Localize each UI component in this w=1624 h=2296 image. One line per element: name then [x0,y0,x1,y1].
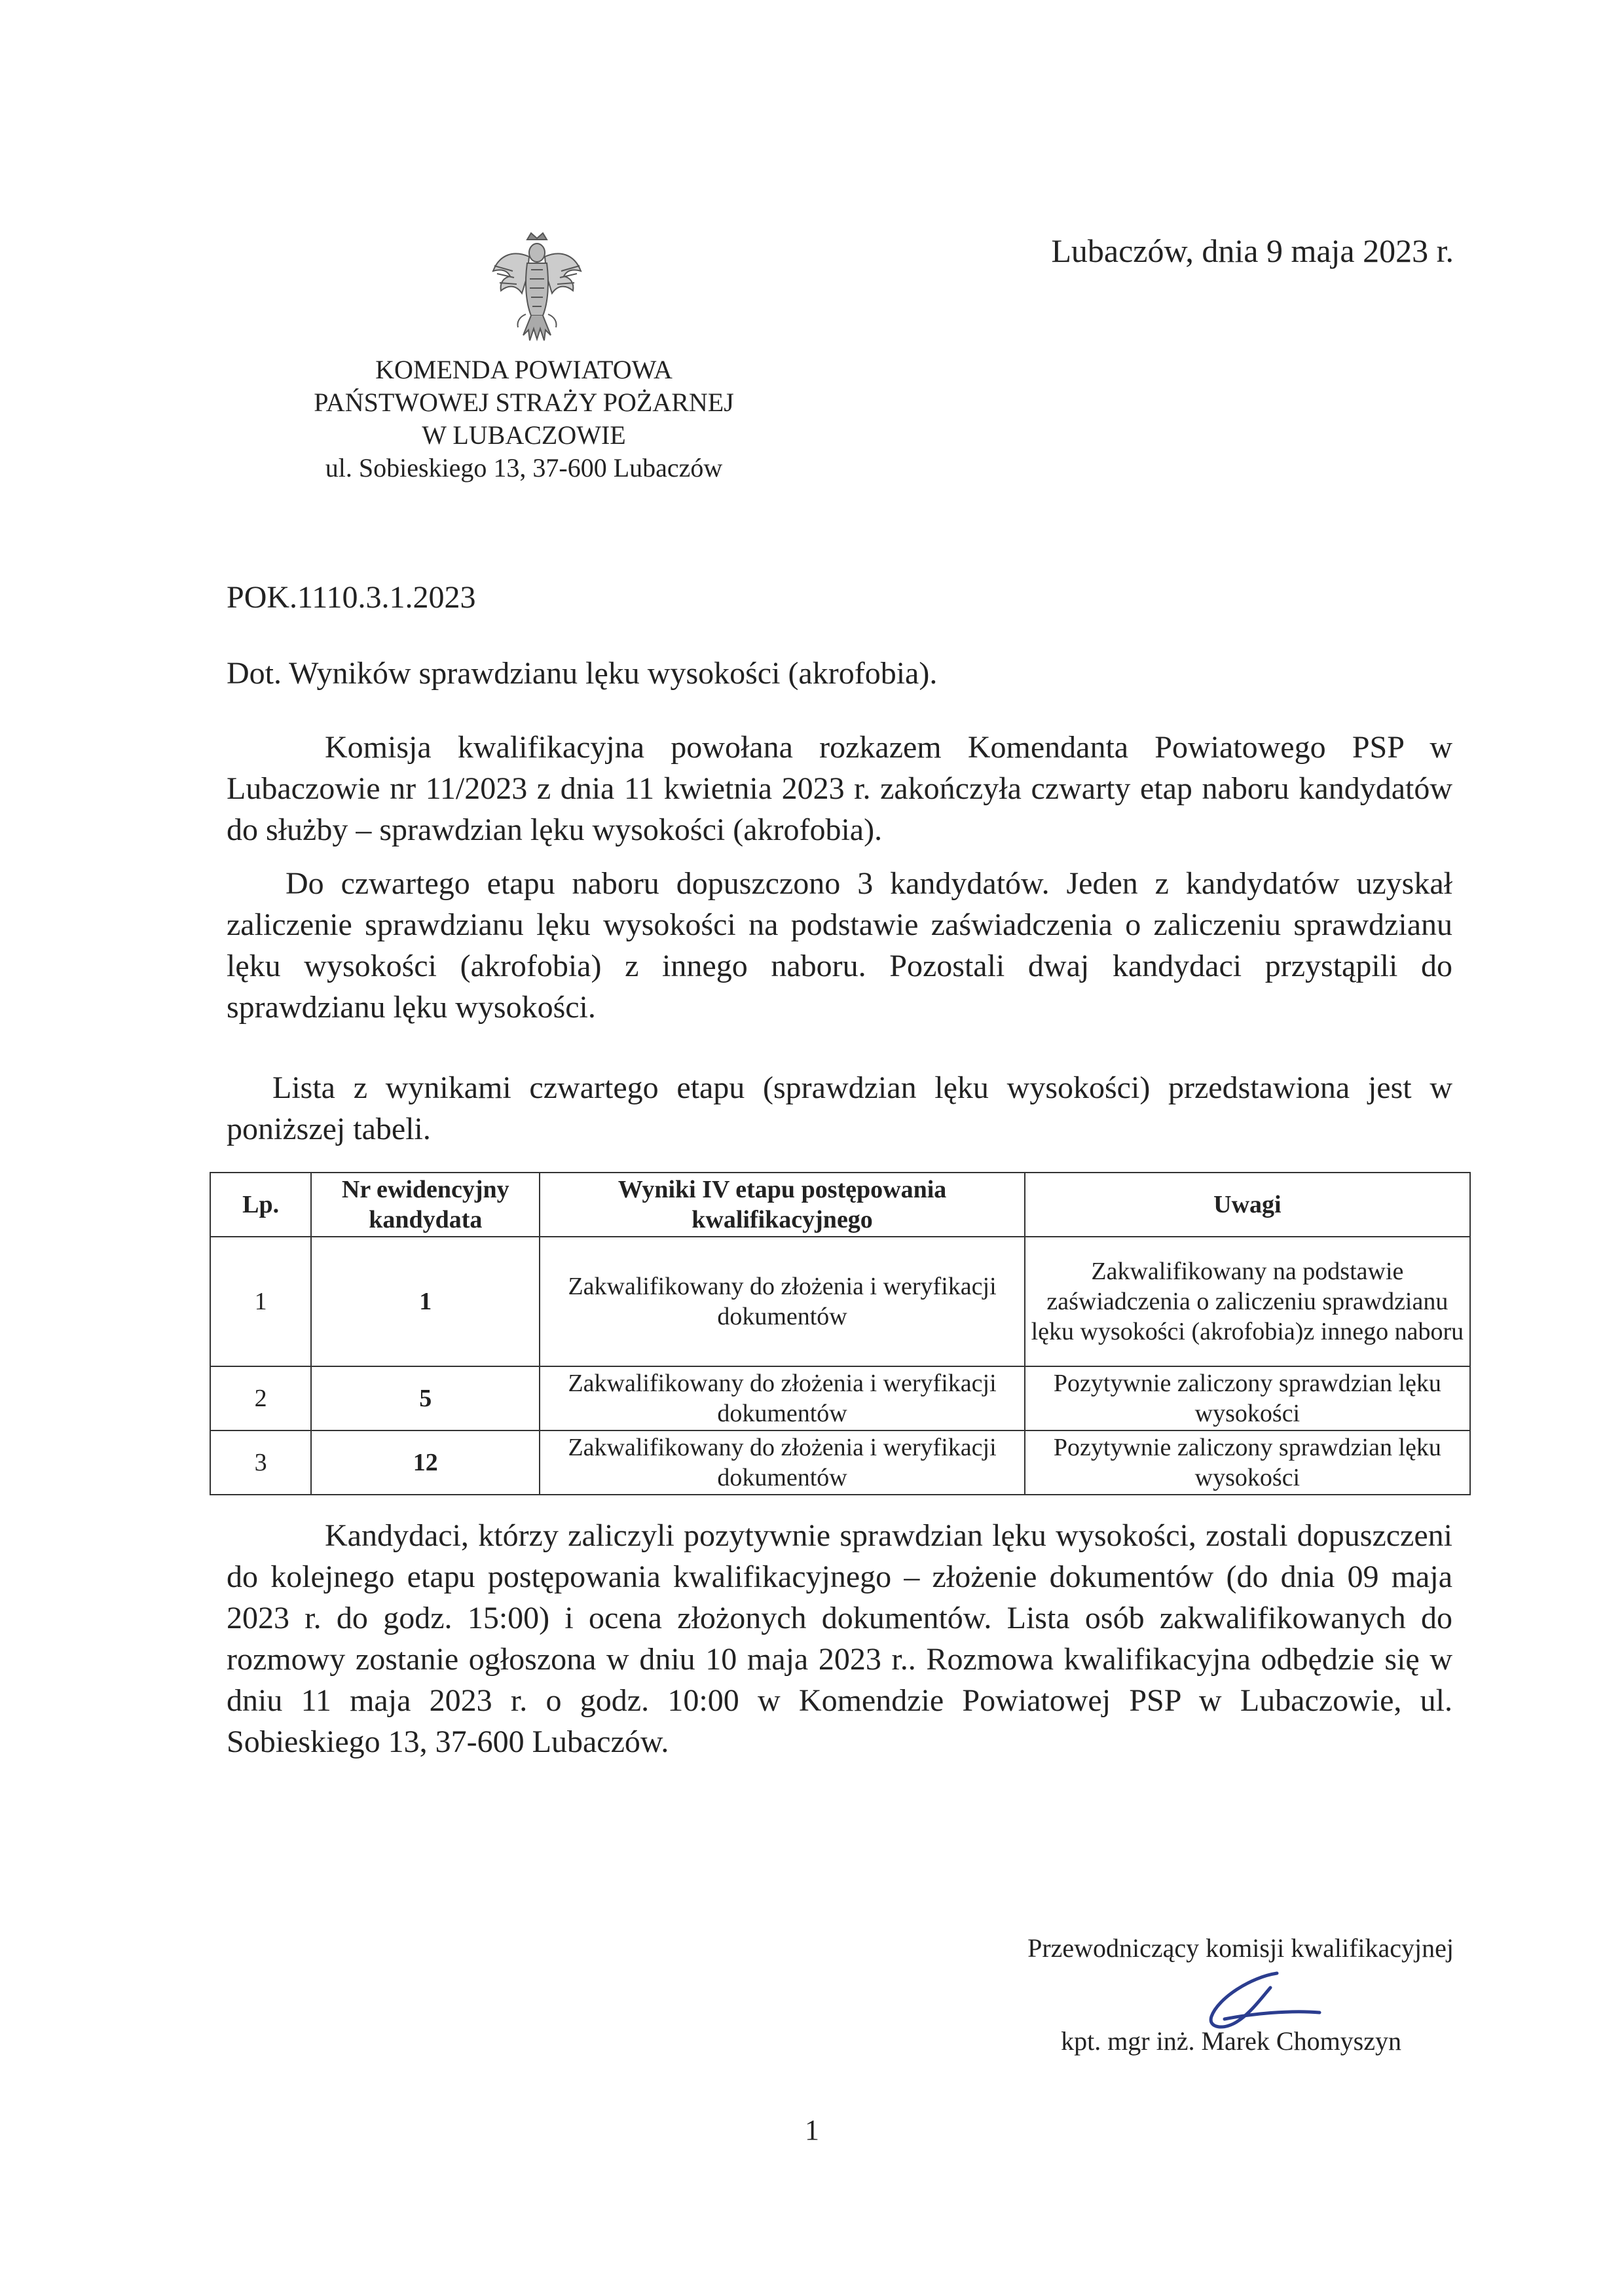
sender-line: KOMENDA POWIATOWA [375,355,673,384]
cell-lp: 1 [210,1237,311,1366]
polish-eagle-emblem-icon [488,230,586,348]
cell-result: Zakwalifikowany do złożenia i weryfikacji dokumentów [540,1237,1025,1366]
paragraph-list-intro: Lista z wynikami czwartego etapu (sprawdzian lęku wysokości) przedstawiona jest w poniższej tabeli. [227,1070,1452,1146]
paragraph-commission: Komisja kwalifikacyjna powołana rozkazem Komendanta Powiatowego PSP w Lubaczowie nr 11/2023 z dnia 11 kwietnia 2023 r. zakończyła czwarty etap naboru kandydatów do służby – sprawdzian lęku wysokości (akrofobia). [227,730,1452,847]
sender-address [275,354,773,484]
header-candidate-number: Nr ewidencyjny kandydata [311,1173,540,1237]
header-remarks: Uwagi [1025,1173,1470,1237]
sender-line: ul. Sobieskiego 13, 37-600 Lubaczów [325,453,723,483]
letter-date: Lubaczów, dnia 9 maja 2023 r. [1051,232,1454,269]
reference-number: POK.1110.3.1.2023 [227,580,476,615]
paragraph-candidates: Do czwartego etapu naboru dopuszczono 3 kandydatów. Jeden z kandydatów uzyskał zaliczenie sprawdzianu lęku wysokości na podstawie zaświadczenia o zaliczeniu sprawdzianu lęku wysokości (akrofobia) z innego naboru. Pozostali dwaj kandydaci przystąpili do sprawdzianu lęku wysokości. [227,866,1452,1025]
cell-candidate-number: 12 [311,1430,540,1495]
cell-candidate-number: 1 [311,1237,540,1366]
cell-lp: 2 [210,1366,311,1430]
table-row [210,1366,1470,1430]
cell-candidate-number: 5 [311,1366,540,1430]
table-header-row [210,1173,1470,1237]
cell-remarks: Zakwalifikowany na podstawie zaświadczenia o zaliczeniu sprawdzianu lęku wysokości (akrofobia)z innego naboru [1025,1237,1470,1366]
cell-remarks: Pozytywnie zaliczony sprawdzian lęku wysokości [1025,1366,1470,1430]
header-lp: Lp. [210,1173,311,1237]
cell-lp: 3 [210,1430,311,1495]
sender-line: PAŃSTWOWEJ STRAŻY POŻARNEJ [314,388,734,417]
sender-line: W LUBACZOWIE [422,420,626,450]
paragraph-next-steps: Kandydaci, którzy zaliczyli pozytywnie sprawdzian lęku wysokości, zostali dopuszczeni do kolejnego etapu postępowania kwalifikacyjnego – złożenie dokumentów (do dnia 09 maja 2023 r. do godz. 15:00) i ocena złożonych dokumentów. Lista osób zakwalifikowanych do rozmowy zostanie ogłoszona w dniu 10 maja 2023 r.. Rozmowa kwalifikacyjna odbędzie się w dniu 11 maja 2023 r. o godz. 10:00 w Komendzie Powiatowej PSP w Lubaczowie, ul. Sobieskiego 13, 37-600 Lubaczów. [227,1518,1452,1759]
cell-result: Zakwalifikowany do złożenia i weryfikacji dokumentów [540,1430,1025,1495]
signature-title: Przewodniczący komisji kwalifikacyjnej [1027,1933,1454,1963]
letter-subject: Dot. Wyników sprawdzianu lęku wysokości (akrofobia). [227,656,938,691]
table-row [210,1237,1470,1366]
table-row [210,1430,1470,1495]
signatory-name: kpt. mgr inż. Marek Chomyszyn [1061,2026,1401,2056]
page-number: 1 [805,2114,819,2146]
cell-remarks: Pozytywnie zaliczony sprawdzian lęku wysokości [1025,1430,1470,1495]
header-results: Wyniki IV etapu postępowania kwalifikacyjnego [540,1173,1025,1237]
cell-result: Zakwalifikowany do złożenia i weryfikacji dokumentów [540,1366,1025,1430]
results-table [210,1172,1471,1495]
